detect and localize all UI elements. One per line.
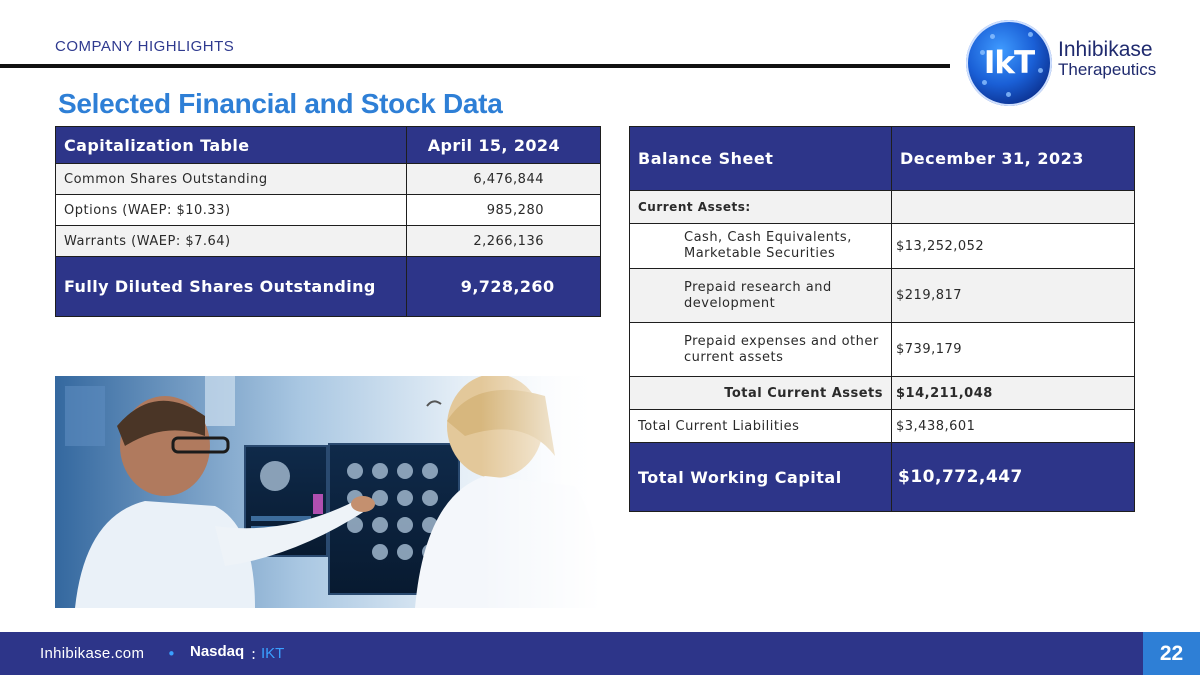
row-value: $13,252,052 — [892, 224, 1135, 269]
footer-ticker: IKT — [261, 645, 285, 662]
total-current-liabilities-value: $3,438,601 — [892, 410, 1135, 443]
cap-table-header — [56, 127, 601, 164]
row-value: 2,266,136 — [407, 226, 601, 257]
table-row — [630, 323, 1135, 377]
footer-bullet: • — [167, 645, 176, 663]
footer-bar — [0, 632, 1200, 675]
balance-sheet-date: December 31, 2023 — [892, 127, 1135, 191]
row-label: Warrants (WAEP: $7.64) — [56, 226, 407, 257]
table-row — [56, 164, 601, 195]
table-row — [630, 377, 1135, 410]
row-label: Cash, Cash Equivalents, Marketable Securities — [630, 224, 892, 269]
page-title: Selected Financial and Stock Data — [58, 88, 503, 119]
row-label: Prepaid research and development — [630, 269, 892, 323]
current-assets-label: Current Assets: — [630, 191, 892, 224]
logo-mark: IkT — [983, 45, 1035, 81]
page-number: 22 — [1143, 632, 1200, 675]
total-current-assets-label: Total Current Assets — [630, 377, 892, 410]
table-row — [630, 269, 1135, 323]
photo-fade-overlay — [481, 376, 601, 608]
company-logo — [966, 18, 1166, 108]
balance-sheet-table — [629, 126, 1135, 512]
row-value: $739,179 — [892, 323, 1135, 377]
doctors-reviewing-scans-photo — [55, 376, 601, 608]
working-capital-row — [630, 443, 1135, 512]
row-value: 985,280 — [407, 195, 601, 226]
cap-table-total-row — [56, 257, 601, 317]
logo-name-line2: Therapeutics — [1058, 60, 1157, 79]
row-value: $219,817 — [892, 269, 1135, 323]
table-row — [630, 224, 1135, 269]
table-row — [630, 410, 1135, 443]
cap-table-date: April 15, 2024 — [407, 127, 601, 164]
balance-sheet-title: Balance Sheet — [630, 127, 892, 191]
row-label: Common Shares Outstanding — [56, 164, 407, 195]
footer-website-link[interactable]: Inhibikase.com — [40, 645, 145, 662]
row-label: Prepaid expenses and other current assets — [630, 323, 892, 377]
working-capital-label: Total Working Capital — [630, 443, 892, 512]
total-current-assets-value: $14,211,048 — [892, 377, 1135, 410]
total-value: 9,728,260 — [407, 257, 601, 317]
capitalization-table — [55, 126, 601, 317]
footer-separator: : — [251, 645, 257, 663]
total-current-liabilities-label: Total Current Liabilities — [630, 410, 892, 443]
logo-name-line1: Inhibikase — [1058, 38, 1153, 61]
table-row — [630, 191, 1135, 224]
row-value: 6,476,844 — [407, 164, 601, 195]
cap-table-title: Capitalization Table — [56, 127, 407, 164]
table-row — [56, 195, 601, 226]
table-row — [56, 226, 601, 257]
nasdaq-logo: Nasdaq — [190, 643, 245, 660]
working-capital-value: $10,772,447 — [892, 443, 1135, 512]
empty-cell — [892, 191, 1135, 224]
header-divider — [0, 64, 950, 68]
total-label: Fully Diluted Shares Outstanding — [56, 257, 407, 317]
row-label: Options (WAEP: $10.33) — [56, 195, 407, 226]
balance-sheet-header — [630, 127, 1135, 191]
logo-wordmark — [1058, 40, 1156, 80]
section-label: COMPANY HIGHLIGHTS — [55, 38, 235, 55]
